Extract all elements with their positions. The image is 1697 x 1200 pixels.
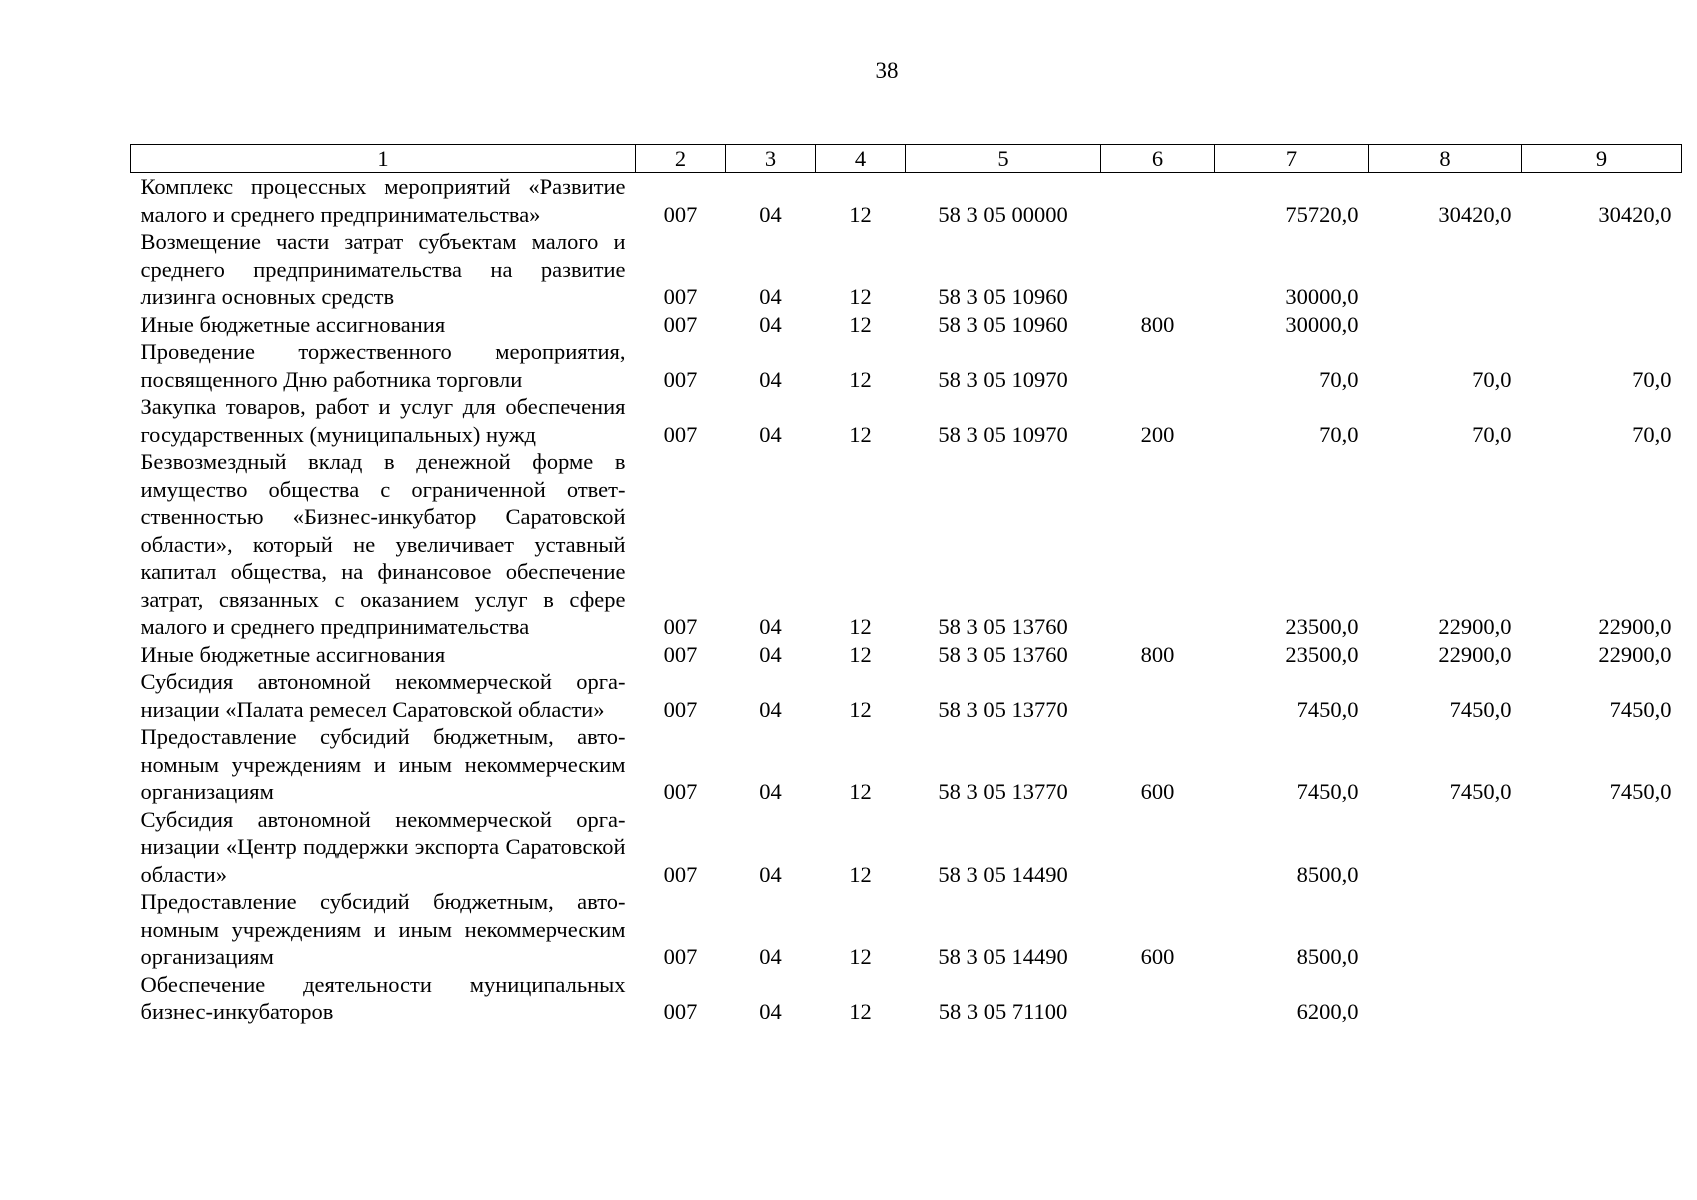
cell-amount-3 <box>1522 311 1682 339</box>
cell-target-article: 58 3 05 10960 <box>938 311 1068 337</box>
row-name: Предоставление субсидий бюджетным, автономным учреждениям и иным некоммерческим организациям <box>140 724 626 804</box>
cell-subsection: 12 <box>849 284 872 309</box>
cell-subsection: 12 <box>849 641 872 667</box>
cell-amount-2: 7450,0 <box>1449 696 1512 722</box>
cell-ministry-code: 007 <box>663 201 698 227</box>
cell-amount-1: 7450,0 <box>1296 779 1359 804</box>
cell-subsection: 12 <box>849 421 872 447</box>
cell-amount-2 <box>1369 888 1522 971</box>
column-header: 1 <box>131 145 636 173</box>
row-name: Иные бюджетные ассигнования <box>140 641 446 667</box>
cell-subsection: 12 <box>849 779 872 804</box>
cell-ministry-code: 007 <box>663 779 698 804</box>
cell-expense-type <box>1101 448 1215 641</box>
cell-section: 04 <box>759 311 782 337</box>
cell-target-article: 58 3 05 14490 <box>938 861 1068 887</box>
cell-expense-type: 800 <box>1140 311 1175 337</box>
row-name: Безвозмездный вклад в денежной форме в имущество общества с ограниченной ответственностью «Бизнес-инкубатор Саратовской области», который не увеличивает уставный капитал общества, на финансовое обеспечение затрат, связанных с оказанием услуг в сфере малого и среднего предпринимательства <box>140 449 626 639</box>
cell-section: 04 <box>759 201 782 227</box>
cell-amount-3: 70,0 <box>1632 421 1672 447</box>
cell-subsection: 12 <box>849 861 872 887</box>
table-row <box>131 668 1682 723</box>
cell-ministry-code: 007 <box>663 614 698 639</box>
table-row <box>131 888 1682 971</box>
cell-section: 04 <box>759 696 782 722</box>
table-row <box>131 338 1682 393</box>
cell-amount-3 <box>1522 971 1682 1026</box>
cell-target-article: 58 3 05 00000 <box>938 201 1068 227</box>
cell-target-article: 58 3 05 10960 <box>938 284 1068 309</box>
cell-expense-type: 600 <box>1140 944 1175 969</box>
row-name: Иные бюджетные ассигнования <box>140 311 446 337</box>
cell-expense-type <box>1101 228 1215 311</box>
table-row <box>131 723 1682 806</box>
cell-amount-1: 30000,0 <box>1285 311 1359 337</box>
cell-expense-type: 800 <box>1140 641 1175 667</box>
cell-amount-1: 8500,0 <box>1296 861 1359 887</box>
cell-section: 04 <box>759 944 782 969</box>
cell-expense-type <box>1101 971 1215 1026</box>
cell-ministry-code: 007 <box>663 284 698 309</box>
header-row <box>131 145 1682 173</box>
cell-amount-2: 70,0 <box>1472 421 1512 447</box>
cell-ministry-code: 007 <box>663 641 698 667</box>
column-header: 3 <box>726 145 816 173</box>
cell-amount-1: 30000,0 <box>1285 284 1359 309</box>
cell-amount-3: 30420,0 <box>1598 201 1672 227</box>
page-number: 38 <box>875 58 899 83</box>
cell-section: 04 <box>759 641 782 667</box>
cell-amount-2: 22900,0 <box>1438 614 1512 639</box>
cell-expense-type: 200 <box>1140 421 1175 447</box>
table-row <box>131 448 1682 641</box>
cell-amount-3: 70,0 <box>1632 366 1672 392</box>
cell-target-article: 58 3 05 10970 <box>938 421 1068 447</box>
cell-target-article: 58 3 05 13760 <box>938 614 1068 639</box>
cell-amount-2: 7450,0 <box>1449 779 1512 804</box>
cell-amount-2 <box>1369 311 1522 339</box>
cell-section: 04 <box>759 284 782 309</box>
cell-subsection: 12 <box>849 944 872 969</box>
cell-amount-2: 30420,0 <box>1438 201 1512 227</box>
cell-ministry-code: 007 <box>663 999 698 1024</box>
cell-amount-1: 70,0 <box>1319 421 1359 447</box>
row-name: Закупка товаров, работ и услуг для обеспечения государственных (муниципальных) нужд <box>140 394 626 447</box>
cell-target-article: 58 3 05 13770 <box>938 779 1068 804</box>
table-row <box>131 806 1682 889</box>
column-header: 5 <box>906 145 1101 173</box>
cell-subsection: 12 <box>849 366 872 392</box>
cell-expense-type <box>1101 173 1215 229</box>
cell-section: 04 <box>759 999 782 1024</box>
cell-amount-1: 7450,0 <box>1296 696 1359 722</box>
cell-amount-2 <box>1369 806 1522 889</box>
cell-ministry-code: 007 <box>663 366 698 392</box>
cell-expense-type: 600 <box>1140 779 1175 804</box>
column-header: 9 <box>1522 145 1682 173</box>
cell-subsection: 12 <box>849 614 872 639</box>
cell-ministry-code: 007 <box>663 696 698 722</box>
cell-section: 04 <box>759 366 782 392</box>
column-header: 7 <box>1215 145 1369 173</box>
cell-expense-type <box>1101 338 1215 393</box>
cell-section: 04 <box>759 614 782 639</box>
cell-target-article: 58 3 05 13760 <box>938 641 1068 667</box>
cell-amount-3: 22900,0 <box>1598 614 1672 639</box>
cell-amount-1: 23500,0 <box>1285 614 1359 639</box>
table-row <box>131 971 1682 1026</box>
cell-amount-3: 7450,0 <box>1609 696 1672 722</box>
row-name: Возмещение части затрат субъектам малого и среднего предпринимательства на развитие лизинга основных средств <box>140 229 626 309</box>
cell-section: 04 <box>759 861 782 887</box>
cell-amount-3: 22900,0 <box>1598 641 1672 667</box>
cell-target-article: 58 3 05 14490 <box>938 944 1068 969</box>
cell-amount-1: 6200,0 <box>1296 999 1359 1024</box>
cell-ministry-code: 007 <box>663 311 698 337</box>
table-row <box>131 173 1682 229</box>
cell-subsection: 12 <box>849 999 872 1024</box>
cell-amount-3: 7450,0 <box>1609 779 1672 804</box>
cell-amount-2: 22900,0 <box>1438 641 1512 667</box>
cell-target-article: 58 3 05 10970 <box>938 366 1068 392</box>
row-name: Субсидия автономной некоммерческой организации «Центр поддержки экспорта Саратовской области» <box>140 806 626 887</box>
row-name: Предоставление субсидий бюджетным, автономным учреждениям и иным некоммерческим организациям <box>140 889 626 969</box>
cell-expense-type <box>1101 806 1215 889</box>
cell-subsection: 12 <box>849 311 872 337</box>
table-row <box>131 641 1682 669</box>
cell-section: 04 <box>759 421 782 447</box>
cell-target-article: 58 3 05 13770 <box>938 696 1068 722</box>
cell-amount-1: 75720,0 <box>1285 201 1359 227</box>
table-row <box>131 393 1682 448</box>
budget-table <box>130 144 1682 1026</box>
cell-subsection: 12 <box>849 201 872 227</box>
table-row <box>131 228 1682 311</box>
cell-amount-2 <box>1369 971 1522 1026</box>
cell-expense-type <box>1101 668 1215 723</box>
cell-amount-3 <box>1522 806 1682 889</box>
cell-amount-1: 70,0 <box>1319 366 1359 392</box>
cell-target-article: 58 3 05 71100 <box>938 999 1068 1024</box>
cell-subsection: 12 <box>849 696 872 722</box>
row-name: Комплекс процессных мероприятий «Развитие малого и среднего предпринимательства» <box>140 174 626 227</box>
cell-amount-2: 70,0 <box>1472 366 1512 392</box>
cell-amount-3 <box>1522 888 1682 971</box>
column-header: 4 <box>816 145 906 173</box>
column-header: 8 <box>1369 145 1522 173</box>
cell-ministry-code: 007 <box>663 421 698 447</box>
row-name: Обеспечение деятельности муниципальных бизнес-инкубаторов <box>140 971 626 1024</box>
row-name: Субсидия автономной некоммерческой организации «Палата ремесел Саратовской области» <box>140 669 626 722</box>
column-header: 2 <box>636 145 726 173</box>
cell-section: 04 <box>759 779 782 804</box>
cell-ministry-code: 007 <box>663 861 698 887</box>
table-row <box>131 311 1682 339</box>
cell-amount-2 <box>1369 228 1522 311</box>
column-header: 6 <box>1101 145 1215 173</box>
cell-ministry-code: 007 <box>663 944 698 969</box>
cell-amount-1: 8500,0 <box>1296 944 1359 969</box>
row-name: Проведение торжественного мероприятия, посвященного Дню работника торговли <box>140 339 626 392</box>
cell-amount-3 <box>1522 228 1682 311</box>
cell-amount-1: 23500,0 <box>1285 641 1359 667</box>
